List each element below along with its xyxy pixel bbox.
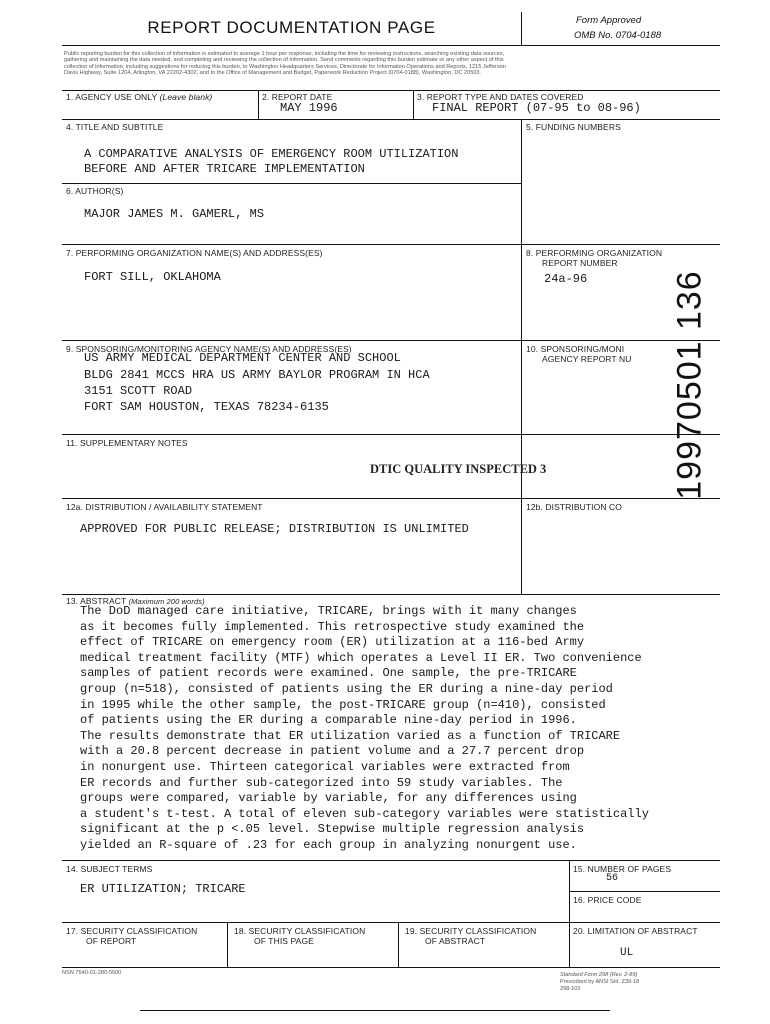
- rule-row10-div1: [227, 922, 228, 968]
- funding-numbers-label: 5. FUNDING NUMBERS: [526, 122, 621, 132]
- nsn-number: NSN 7540-01-280-5500: [62, 970, 122, 976]
- agency-use-label-note: (Leave blank): [159, 92, 213, 102]
- limitation-value: UL: [620, 947, 634, 959]
- performing-org-value: FORT SILL, OKLAHOMA: [84, 270, 221, 284]
- distribution-label: 12a. DISTRIBUTION / AVAILABILITY STATEMENT: [66, 502, 263, 512]
- abstract-line: effect of TRICARE on emergency room (ER) utilization at a 116-bed Army: [80, 635, 585, 650]
- rule-header-divider: [521, 12, 522, 46]
- abstract-line: with a 20.8 percent decrease in patient volume and a 27.7 percent drop: [80, 744, 585, 759]
- accession-number: 19970501 136: [670, 270, 709, 500]
- standard-form: Standard Form 298 (Rev. 2-89): [560, 972, 638, 978]
- report-date-label: 2. REPORT DATE: [262, 92, 333, 102]
- rule-row10-div2: [398, 922, 399, 968]
- rule-right-column: [521, 119, 522, 595]
- omb-number: OMB No. 0704-0188: [574, 30, 662, 41]
- rule-row1-div1: [258, 90, 259, 120]
- rule-row3-top: [62, 183, 522, 184]
- scan-edge-line: [140, 1010, 610, 1011]
- agency-use-label-text: 1. AGENCY USE ONLY: [66, 92, 158, 102]
- form-title: REPORT DOCUMENTATION PAGE: [147, 18, 436, 37]
- abstract-line: as it becomes fully implemented. This retrospective study examined the: [80, 619, 585, 634]
- title-line: BEFORE AND AFTER TRICARE IMPLEMENTATION: [84, 162, 365, 176]
- abstract-line: in 1995 while the other sample, the post-TRICARE group (n=410), consisted: [80, 697, 606, 712]
- abstract-line: ER records and further sub-categorized into 59 study variables. The: [80, 775, 563, 790]
- rule-row8-top: [62, 594, 720, 595]
- rule-15-16: [569, 891, 720, 892]
- abstract-line: The DoD managed care initiative, TRICARE, brings with it many changes: [80, 604, 577, 618]
- report-type-label: 3. REPORT TYPE AND DATES COVERED: [417, 92, 584, 102]
- authors-label: 6. AUTHOR(S): [66, 186, 124, 196]
- distribution-value: APPROVED FOR PUBLIC RELEASE; DISTRIBUTION IS UNLIMITED: [80, 522, 469, 536]
- abstract-label-note: (Maximum 200 words): [128, 597, 205, 606]
- form-approved-label: Form Approved: [576, 15, 642, 26]
- security-abstract-label-2: OF ABSTRACT: [425, 936, 486, 946]
- sponsor-line: US ARMY MEDICAL DEPARTMENT CENTER AND SCHOOL: [84, 351, 401, 365]
- abstract-line: yielded an R-square of .23 for each group in analyzing nonurgent use.: [80, 837, 577, 852]
- title-subtitle-label: 4. TITLE AND SUBTITLE: [66, 122, 164, 132]
- burden-notice: [64, 51, 719, 77]
- rule-row9-top: [62, 860, 720, 861]
- abstract-line: groups were compared, variable by variable, for any differences using: [80, 791, 577, 806]
- performing-report-number: 24a-96: [544, 272, 588, 286]
- security-abstract-label-1: 19. SECURITY CLASSIFICATION: [405, 926, 537, 936]
- subject-terms-label: 14. SUBJECT TERMS: [66, 864, 153, 874]
- performing-report-label-2: REPORT NUMBER: [542, 258, 618, 268]
- sponsor-line: FORT SAM HOUSTON, TEXAS 78234-6135: [84, 400, 329, 414]
- performing-org-label: 7. PERFORMING ORGANIZATION NAME(S) AND ADDRESS(ES): [66, 248, 323, 258]
- security-page-label-1: 18. SECURITY CLASSIFICATION: [234, 926, 366, 936]
- author-value: MAJOR JAMES M. GAMERL, MS: [84, 207, 265, 221]
- number-of-pages-label: 15. NUMBER OF PAGES: [573, 864, 672, 874]
- abstract-line: samples of patient records were examined. One sample, the pre-TRICARE: [80, 666, 577, 681]
- sponsor-line: 3151 SCOTT ROAD: [84, 384, 193, 398]
- security-report-label-2: OF REPORT: [86, 936, 137, 946]
- rule-row7-top: [62, 498, 720, 499]
- abstract-line: a student's t-test. A total of eleven sub-category variables were statistically: [80, 806, 649, 821]
- burden-line: Public reporting burden for this collection of information is estimated to average 1 hour per response, including the time for reviewing instructions, searching existing data sources,: [64, 51, 505, 57]
- security-report-label-1: 17. SECURITY CLASSIFICATION: [66, 926, 198, 936]
- form-code: 298-102: [560, 986, 581, 992]
- rule-row1-div2: [413, 90, 414, 120]
- abstract-line: group (n=518), consisted of patients using the ER during a nine-day period: [80, 681, 613, 696]
- rule-row4-top: [62, 244, 720, 245]
- prescribed-by: Prescribed by ANSI Std. Z39-18: [560, 979, 640, 985]
- burden-line: collection of information, including suggestions for reducing this burden, to Washington Headquarters Services, Directorate for Information Operations and Reports, 1215 Jefferson: [64, 63, 506, 70]
- accession-number-wrap: [660, 270, 720, 500]
- report-date-value: MAY 1996: [280, 101, 338, 115]
- abstract-line: The results demonstrate that ER utilization varied as a function of TRICARE: [80, 728, 621, 743]
- supplementary-notes-label: 11. SUPPLEMENTARY NOTES: [66, 438, 188, 448]
- subject-terms-value: ER UTILIZATION; TRICARE: [80, 882, 246, 896]
- sponsoring-label: 9. SPONSORING/MONITORING AGENCY NAME(S) AND ADDRESS(ES): [66, 344, 352, 354]
- price-code-label: 16. PRICE CODE: [573, 895, 642, 905]
- rule-row2-top: [62, 119, 720, 120]
- abstract-label-text: 13. ABSTRACT: [66, 596, 127, 606]
- rule-under-header: [62, 45, 720, 46]
- title-line: A COMPARATIVE ANALYSIS OF EMERGENCY ROOM UTILIZATION: [84, 147, 459, 161]
- report-type-value: FINAL REPORT (07-95 to 08-96): [432, 101, 641, 115]
- rule-row5-top: [62, 340, 720, 341]
- security-page-label-2: OF THIS PAGE: [254, 936, 314, 946]
- burden-line: gathering and maintaining the data needed, and completing and reviewing the collection of information. Send comments regarding this burden estimate or any other aspect of this: [64, 57, 504, 64]
- number-of-pages-value: 56: [606, 873, 619, 884]
- abstract-body: [80, 604, 649, 854]
- distribution-code-label: 12b. DISTRIBUTION CO: [526, 502, 622, 512]
- burden-line: Davis Highway, Suite 1204, Arlington, VA 22202-4302, and to the Office of Management and Budget, Paperwork Reduction Project (0704-0188), Washington, DC 20503.: [64, 70, 482, 77]
- abstract-line: significant at the p <.05 level. Stepwise multiple regression analysis: [80, 822, 585, 837]
- abstract-line: in nonurgent use. Thirteen categorical variables were extracted from: [80, 759, 570, 774]
- rule-row9-div: [569, 860, 570, 968]
- dtic-quality-stamp: DTIC QUALITY INSPECTED 3: [370, 462, 547, 476]
- rule-row10-top: [62, 922, 720, 923]
- sponsor-line: BLDG 2841 MCCS HRA US ARMY BAYLOR PROGRAM IN HCA: [84, 368, 430, 382]
- abstract-line: medical treatment facility (MTF) which operates a Level II ER. Two convenience: [80, 650, 642, 665]
- abstract-line: of patients using the ER during a comparable nine-day period in 1996.: [80, 713, 577, 728]
- rule-bottom: [62, 967, 720, 968]
- rule-row6-top: [62, 434, 720, 435]
- limitation-label: 20. LIMITATION OF ABSTRACT: [573, 926, 698, 936]
- sponsoring-report-label-2: AGENCY REPORT NU: [542, 354, 632, 364]
- agency-use-label: [66, 92, 212, 102]
- performing-report-label-1: 8. PERFORMING ORGANIZATION: [526, 248, 663, 258]
- rule-row1-top: [62, 90, 720, 91]
- sponsoring-report-label-1: 10. SPONSORING/MONI: [526, 344, 625, 354]
